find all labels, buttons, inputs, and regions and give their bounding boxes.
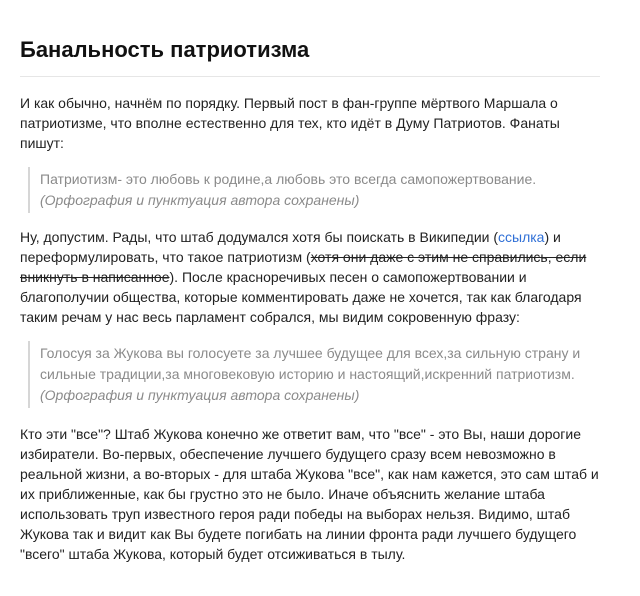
quote-note: (Орфография и пунктуация автора сохранены) [40,192,360,208]
quote-block-1 [28,167,600,213]
paragraph-2-text: ). После красноречивых песен о самопожертвовании и благополучии общества, которые комментировать даже не хочется, так как благодаря таким речам у нас весь парламент собрался, мы видим сокровенную фразу: [20,269,582,325]
paragraph-3: Кто эти "все"? Штаб Жукова конечно же ответит вам, что "все" - это Вы, наши дорогие избиратели. Во-первых, обеспечение лучшего будущего сразу всем невозможно в реальной жизни, а во-вторых - для штаба Жукова "все", как нам кажется, это сам штаб и их приближенные, как бы грустно это не было. Иначе объяснить желание штаба использовать труп известного героя ради победы на выборах нельзя. Видимо, штаб Жукова так и видит как Вы будете погибать на линии фронта ради лучшего будущего "всего" штаба Жукова, который будет отсиживаться в тылу. [20,426,599,562]
article-title: Банальность патриотизма [20,36,600,77]
paragraph-2-text: ) и переформулировать, что такое патриотизм ( [20,229,561,265]
strikethrough-text: хотя они даже с этим не справились, если вникнуть в написанное [20,249,587,285]
wikipedia-link[interactable]: ссылка [498,229,545,245]
quote-note: (Орфография и пунктуация автора сохранены) [40,387,360,403]
paragraph-2-text: Ну, допустим. Рады, что штаб додумался хотя бы поискать в Википедии ( [20,229,499,245]
intro-paragraph: И как обычно, начнём по порядку. Первый пост в фан-группе мёртвого Маршала о патриотизме, что вполне естественно для тех, кто идёт в Думу Патриотов. Фанаты пишут: [20,95,560,151]
paragraph-2 [20,227,600,327]
quote-text: Патриотизм- это любовь к родине,а любовь это всегда самопожертвование. [40,171,537,187]
quote-block-2 [28,341,600,408]
quote-text: Голосуя за Жукова вы голосуете за лучшее будущее для всех,за сильную страну и сильные традиции,за многовековую историю и настоящий,искренний патриотизм. [40,345,581,382]
